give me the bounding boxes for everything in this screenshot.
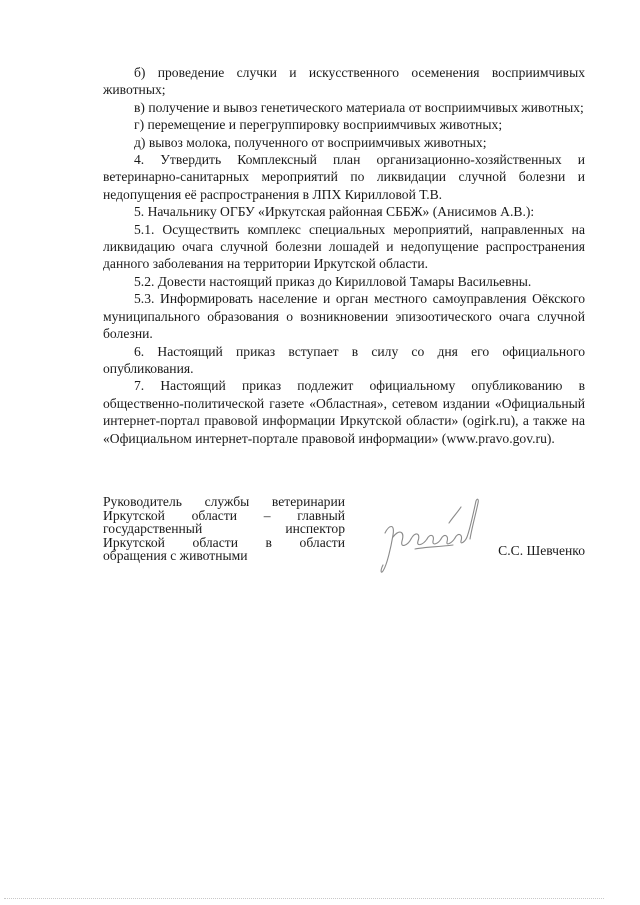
paragraph-5-3: 5.3. Информировать население и орган местного самоуправления Оёкского муниципального образования о возникновении эпизоотического очага случной болезни. bbox=[103, 291, 585, 342]
page-bottom-dotted-line bbox=[4, 898, 604, 900]
paragraph-6v: в) получение и вывоз генетического материала от восприимчивых животных; bbox=[134, 99, 584, 115]
paragraph-5-1: 5.1. Осуществить комплекс специальных мероприятий, направленных на ликвидацию очага случной болезни лошадей и недопущение распространения данного заболевания на территории Иркутской области. bbox=[103, 221, 585, 272]
order-text bbox=[103, 64, 585, 447]
position-line: Иркутской области – главный bbox=[103, 507, 345, 523]
position-line: Руководитель службы ветеринарии bbox=[103, 494, 345, 509]
signature-block bbox=[103, 495, 585, 585]
paragraph-6g: г) перемещение и перегруппировку восприимчивых животных; bbox=[134, 117, 503, 133]
paragraph-6b: б) проведение случки и искусственного осеменения восприимчивых животных; bbox=[103, 65, 585, 98]
signatory-position bbox=[103, 495, 345, 563]
paragraph-5: 5. Начальнику ОГБУ «Иркутская районная СББЖ» (Анисимов А.В.): bbox=[134, 204, 535, 220]
paragraph-6d: д) вывоз молока, полученного от восприимчивых животных; bbox=[134, 134, 487, 150]
paragraph-5-2: 5.2. Довести настоящий приказ до Кирилловой Тамары Васильевны. bbox=[134, 273, 532, 289]
position-line: Иркутской области в области bbox=[103, 534, 345, 550]
paragraph-4: 4. Утвердить Комплексный план организационно-хозяйственных и ветеринарно-санитарных мероприятий по ликвидации случной болезни и недопущения её распространения в ЛПХ Кирилловой Т.В. bbox=[103, 152, 585, 202]
paragraph-7: 7. Настоящий приказ подлежит официальному опубликованию в общественно-политической газете «Областная», сетевом издании «Официальный интернет-портал правовой информации Иркутской области» (ogirk.ru), а также на «Официальном интернет-портале правовой информации» (www.pravo.gov.ru). bbox=[103, 378, 585, 446]
handwritten-signature bbox=[375, 495, 495, 575]
signatory-name: С.С. Шевченко bbox=[498, 543, 585, 558]
position-line: обращения с животными bbox=[103, 548, 248, 564]
position-line: государственный инспектор bbox=[103, 521, 345, 537]
paragraph-6: 6. Настоящий приказ вступает в силу со дня его официального опубликования. bbox=[103, 343, 585, 376]
